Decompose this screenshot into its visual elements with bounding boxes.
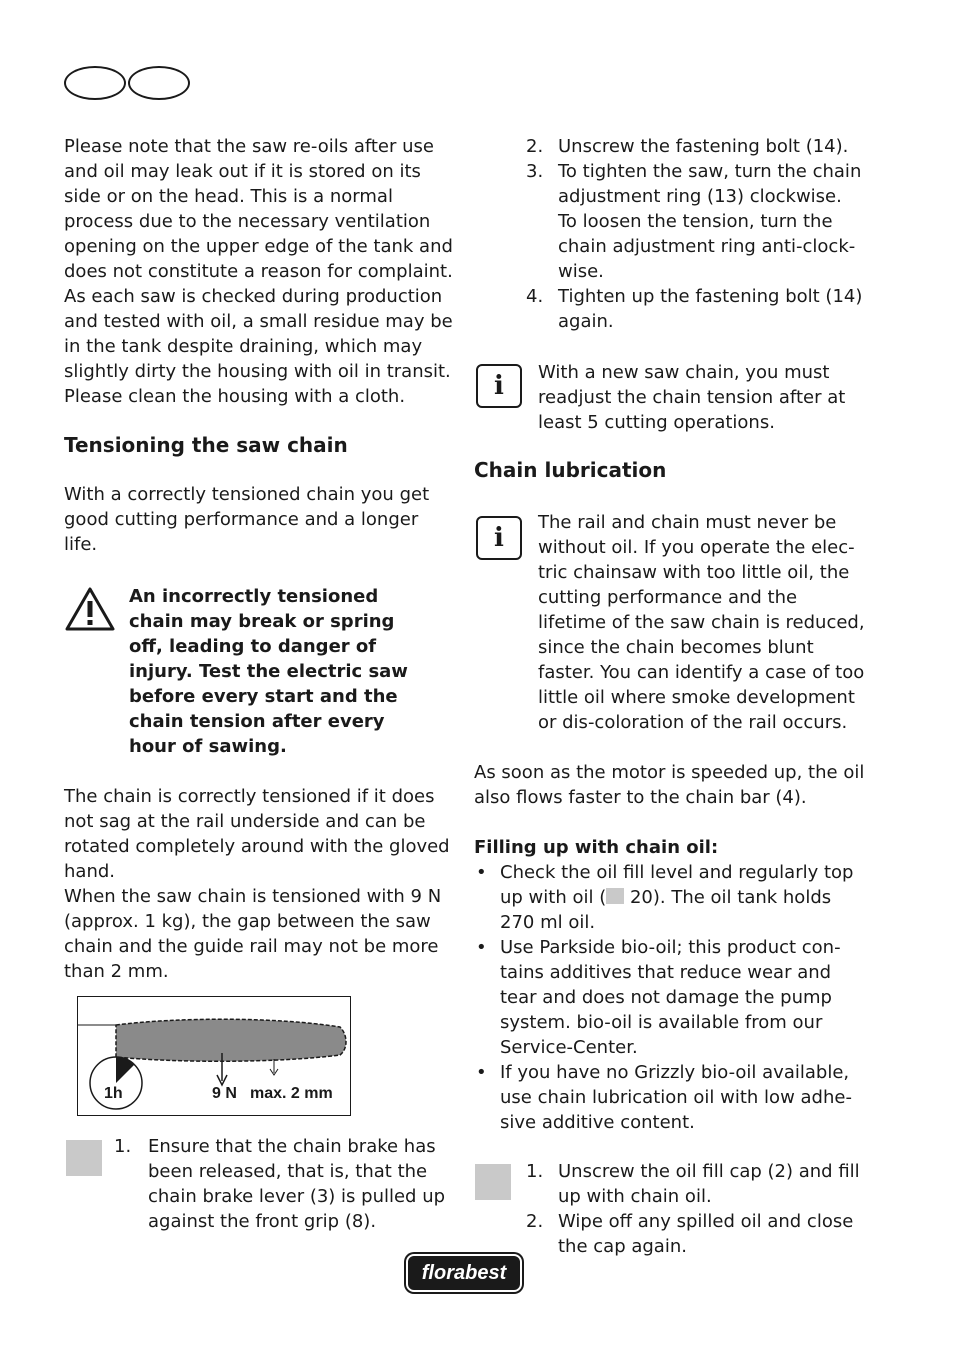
step-text: To tighten the saw, turn the chain adjustment ring (13) clockwise. To loosen the tension, turn the chain adjustment ring anti-clock-wise. [558, 161, 862, 282]
left-steps [64, 1134, 456, 1234]
brand-logo: florabest [406, 1254, 522, 1292]
step-number: 2. [526, 136, 544, 157]
diagram-gap-label: max. 2 mm [250, 1085, 333, 1102]
lubrication-details [474, 760, 866, 1135]
language-indicator [64, 66, 190, 100]
info-icon: i [476, 516, 522, 560]
diagram-force-label: 9 N [212, 1085, 237, 1102]
step-item [474, 1209, 866, 1259]
intro-paragraph: Please note that the saw re-oils after use and oil may leak out if it is stored on its side or on the head. This is a normal process due to the necessary ventilation opening on the upper edge of the tank and does not constitute a reason for complaint. As each saw is checked during production and tested with oil, a small residue may be in the tank despite draining, which may slightly dirty the housing with oil in transit. Please clean the housing with a cloth. [64, 136, 453, 407]
tension-intro-paragraph: With a correctly tensioned chain you get good cutting performance and a longer life. [64, 484, 430, 555]
bullet-item: • Use Parkside bio-oil; this product con-tains additives that reduce wear and tear and does not damage the pump system. bio-oil is available from our Service-Center. [474, 935, 866, 1060]
chain-tension-diagram [77, 996, 351, 1116]
step-number: 2. [526, 1211, 544, 1232]
bullet-item [474, 860, 866, 935]
step-text: Unscrew the oil fill cap (2) and fill up with chain oil. [558, 1161, 860, 1207]
tension-paragraph-1: The chain is correctly tensioned if it does not sag at the rail underside and can be rotated completely around with the gloved hand. [64, 786, 450, 882]
info-note-chain-tension: With a new saw chain, you must readjust the chain tension after at least 5 cutting operations. [538, 362, 846, 433]
info-icon: i [476, 364, 522, 408]
warning-text: An incorrectly tensioned chain may break or spring off, leading to danger of injury. Test the electric saw before every start and the chain tension after every hour of sawing. [129, 586, 408, 757]
right-steps [474, 134, 866, 334]
step-text: Unscrew the fastening bolt (14). [558, 136, 849, 157]
step-number: 4. [526, 286, 544, 307]
step-text: Wipe off any spilled oil and close the cap again. [558, 1211, 854, 1257]
left-column [64, 134, 456, 557]
bullet-item: • If you have no Grizzly bio-oil available, use chain lubrication oil with low adhe-sive additive content. [474, 1060, 866, 1135]
language-oval-2 [128, 66, 190, 100]
step-item [474, 1159, 866, 1209]
section-heading-tensioning: Tensioning the saw chain [64, 433, 348, 457]
step-number: 1. [114, 1136, 132, 1157]
tension-details [64, 784, 456, 984]
filling-subheading: Filling up with chain oil: [474, 837, 719, 858]
info-note-lubrication: The rail and chain must never be without oil. If you operate the elec-tric chainsaw with too little oil, the cutting performance and the lifetime of the saw chain is reduced, since the chain becomes blunt faster. You can identify a case of too little oil where smoke development or dis-coloration of the rail occurs. [538, 512, 865, 733]
step-item [64, 1134, 456, 1234]
bullet-text: Check the oil fill level and regularly top up with oil ( [500, 862, 854, 908]
step-number: 3. [526, 161, 544, 182]
section-heading-lubrication: Chain lubrication [474, 458, 667, 482]
bullet-text: 20). The oil tank holds 270 ml oil. [500, 887, 832, 933]
step-text: Tighten up the fastening bolt (14) again. [558, 286, 863, 332]
step-text: Ensure that the chain brake has been released, that is, that the chain brake lever (3) is pulled up against the front grip (8). [148, 1136, 446, 1232]
lubrication-paragraph: As soon as the motor is speeded up, the oil also flows faster to the chain bar (4). [474, 762, 865, 808]
step-item [474, 284, 866, 334]
warning-icon [64, 586, 116, 632]
oil-fill-steps [474, 1159, 866, 1259]
step-number: 1. [526, 1161, 544, 1182]
reference-icon [606, 888, 624, 904]
tension-paragraph-2: When the saw chain is tensioned with 9 N (approx. 1 kg), the gap between the saw chain and the guide rail may not be more than 2 mm. [64, 886, 442, 982]
step-item [474, 159, 866, 284]
language-oval-1 [64, 66, 126, 100]
step-item [474, 134, 866, 159]
diagram-time-label: 1h [104, 1085, 123, 1102]
